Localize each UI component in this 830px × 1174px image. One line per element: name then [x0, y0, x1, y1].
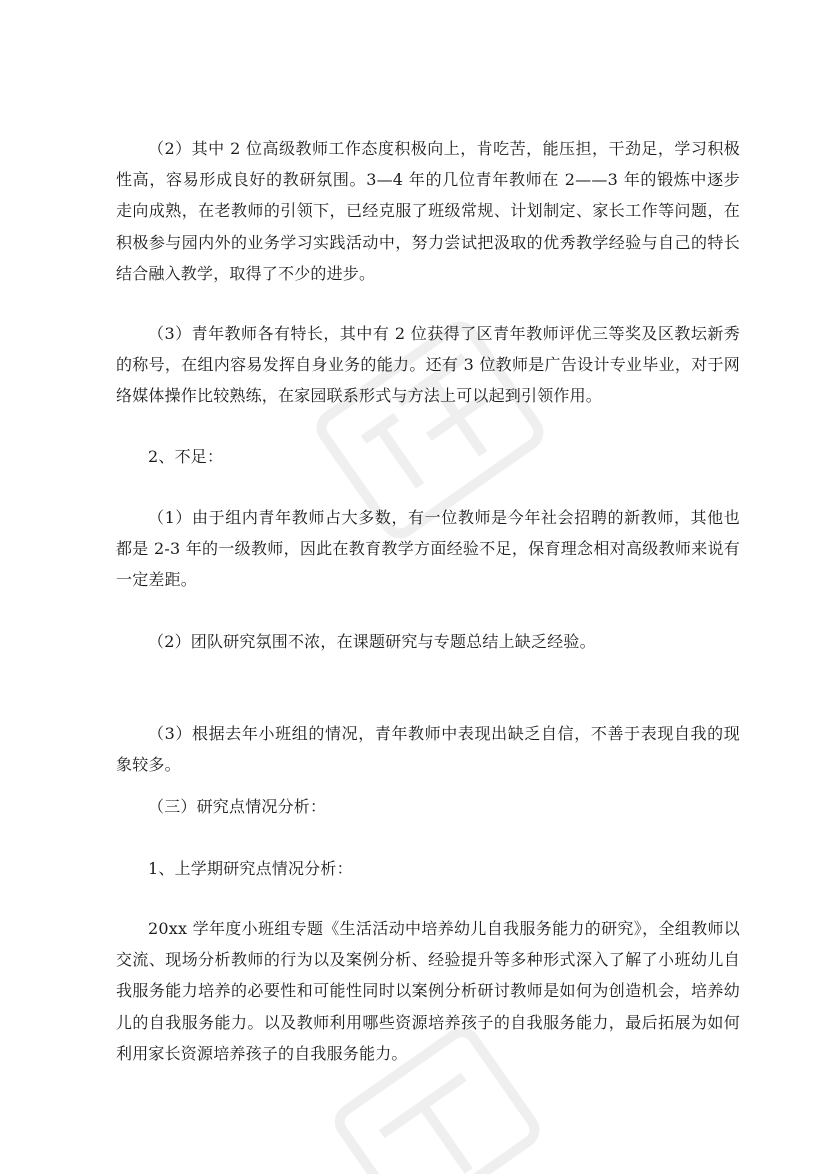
paragraph-shortcoming-research: （2）团队研究氛围不浓，在课题研究与专题总结上缺乏经验。	[148, 632, 596, 651]
paragraph-shortcoming-experience: （1）由于组内青年教师占大多数，有一位教师是今年社会招聘的新教师，其他也都是 2-3 年的一级教师，因此在教育教学方面经验不足，保育理念相对高级教师来说有一定差距。	[116, 508, 740, 590]
heading-research-analysis: （三）研究点情况分析：	[148, 797, 327, 816]
paragraph-shortcoming-confidence: （3）根据去年小班组的情况，青年教师中表现出缺乏自信，不善于表现自我的现象较多。	[116, 724, 740, 775]
paragraph-young-teachers-strengths: （3）青年教师各有特长，其中有 2 位获得了区青年教师评优三等奖及区教坛新秀的称号，在组内容易发挥自身业务的能力。还有 3 位教师是广告设计专业毕业，对于网络媒体操作比较熟练，在家园联系形式与方法上可以起到引领作用。	[116, 324, 740, 406]
paragraph-senior-teachers: （2）其中 2 位高级教师工作态度积极向上，肯吃苦，能压担，干劲足，学习积极性高，容易形成良好的教研氛围。3—4 年的几位青年教师在 2——3 年的锻炼中逐步走向成熟，在老教师的引领下，已经克服了班级常规、计划制定、家长工作等问题，在积极参与园内外的业务学习实践活动中，努力尝试把汲取的优秀教学经验与自己的特长结合融入教学，取得了不少的进步。	[116, 139, 740, 283]
heading-last-semester-analysis: 1、上学期研究点情况分析：	[148, 859, 353, 878]
heading-shortcomings: 2、不足：	[148, 447, 224, 466]
paragraph-last-semester-topic: 20xx 学年度小班组专题《生活活动中培养幼儿自我服务能力的研究》，全组教师以交流、现场分析教师的行为以及案例分析、经验提升等多种形式深入了解了小班幼儿自我服务能力培养的必要性和可能性同时以案例分析研讨教师是如何为创造机会，培养幼儿的自我服务能力。以及教师利用哪些资源培养孩子的自我服务能力，最后拓展为如何利用家长资源培养孩子的自我服务能力。	[116, 919, 740, 1063]
